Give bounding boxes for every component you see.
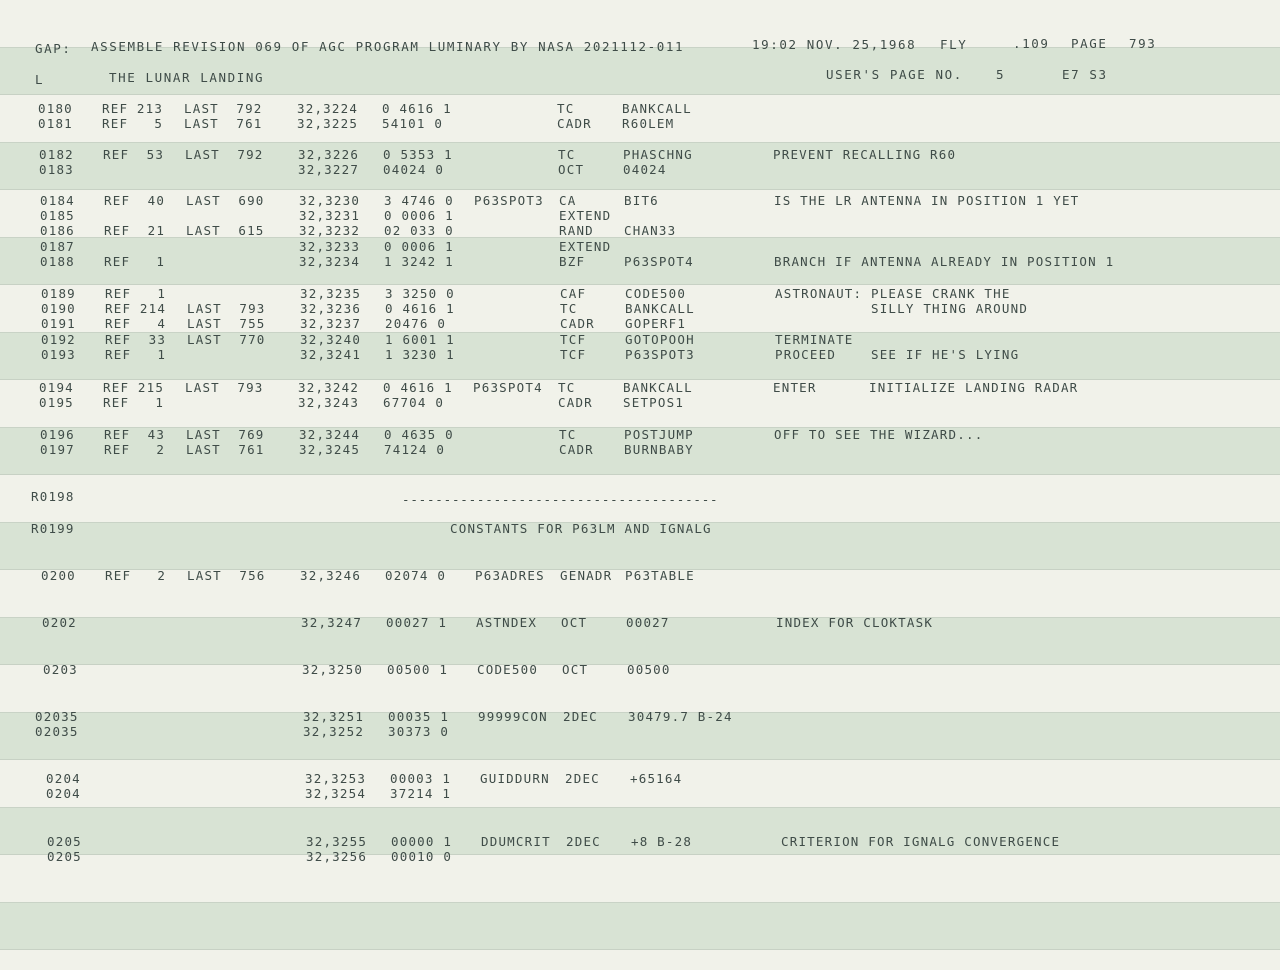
listing-operand: PHASCHNG [623, 147, 693, 162]
listing-label: GUIDDURN [480, 771, 550, 786]
listing-op: RAND [559, 223, 594, 238]
listing-op: TCF [560, 332, 587, 347]
listing-line: 0188 [40, 254, 75, 269]
listing-addr: 32,3250 [302, 662, 364, 677]
listing-word: 37214 1 [390, 786, 452, 801]
listing-ref: REF 1 [105, 286, 167, 301]
listing-comment: IS THE LR ANTENNA IN POSITION 1 YET [774, 193, 1080, 208]
listing-ref: REF 1 [103, 395, 165, 410]
listing-last: LAST 793 [185, 380, 264, 395]
listing-last: LAST 792 [184, 101, 263, 116]
listing-line: 0194 [39, 380, 74, 395]
listing-op: OCT [562, 662, 589, 677]
listing-addr: 32,3247 [301, 615, 363, 630]
listing-line: 0189 [41, 286, 76, 301]
constants-title: CONSTANTS FOR P63LM AND IGNALG [450, 521, 712, 536]
listing-comment: SILLY THING AROUND [775, 301, 1029, 316]
listing-line: 0205 [47, 834, 82, 849]
listing-word: 54101 0 [382, 116, 444, 131]
listing-line: 0190 [41, 301, 76, 316]
listing-addr: 32,3235 [300, 286, 362, 301]
listing-last: LAST 615 [186, 223, 265, 238]
listing-last: LAST 769 [186, 427, 265, 442]
l-marker: L [35, 72, 45, 87]
listing-op: 2DEC [565, 771, 600, 786]
listing-comment: OFF TO SEE THE WIZARD... [774, 427, 984, 442]
listing-comment: ENTER INITIALIZE LANDING RADAR [773, 380, 1079, 395]
listing-comment: ASTRONAUT: PLEASE CRANK THE [775, 286, 1011, 301]
listing-addr: 32,3227 [298, 162, 360, 177]
listing-word: 0 5353 1 [383, 147, 453, 162]
listing-line: 0180 [38, 101, 73, 116]
listing-op: CAF [560, 286, 587, 301]
assemble-line: ASSEMBLE REVISION 069 OF AGC PROGRAM LUMINARY BY NASA 2021112-011 [91, 39, 685, 54]
listing-word: 0 4616 1 [383, 380, 453, 395]
listing-operand: GOPERF1 [625, 316, 687, 331]
listing-word: 0 0006 1 [384, 239, 454, 254]
listing-label: P63SPOT4 [473, 380, 543, 395]
listing-word: 1 3230 1 [385, 347, 455, 362]
listing-operand: BANKCALL [622, 101, 692, 116]
listing-line: 0202 [42, 615, 77, 630]
listing-operand: BIT6 [624, 193, 659, 208]
listing-word: 00000 1 [391, 834, 453, 849]
listing-word: 0 0006 1 [384, 208, 454, 223]
listing-ref: REF 1 [104, 254, 166, 269]
listing-addr: 32,3255 [306, 834, 368, 849]
listing-last: LAST 690 [186, 193, 265, 208]
listing-word: 00035 1 [388, 709, 450, 724]
listing-addr: 32,3243 [298, 395, 360, 410]
listing-word: 3 4746 0 [384, 193, 454, 208]
listing-ref: REF 40 [104, 193, 166, 208]
listing-label: ASTNDEX [476, 615, 538, 630]
listing-op: BZF [559, 254, 586, 269]
listing-operand: +65164 [630, 771, 683, 786]
listing-word: 0 4616 1 [385, 301, 455, 316]
listing-op: CADR [557, 116, 592, 131]
page-number: 793 [1129, 36, 1157, 51]
listing-operand: 30479.7 B-24 [628, 709, 733, 724]
listing-operand: 00500 [627, 662, 671, 677]
listing-op: CADR [559, 442, 594, 457]
listing-comment: PROCEED SEE IF HE'S LYING [775, 347, 1020, 362]
listing-word: 00010 0 [391, 849, 453, 864]
listing-addr: 32,3226 [298, 147, 360, 162]
num-label: .109 [1013, 36, 1050, 51]
listing-word: 04024 0 [383, 162, 445, 177]
page-code: E7 S3 [1062, 67, 1108, 82]
listing-line: 0182 [39, 147, 74, 162]
listing-ref: REF 213 [102, 101, 164, 116]
listing-label: CODE500 [477, 662, 539, 677]
section-title: THE LUNAR LANDING [109, 70, 265, 85]
listing-line: 0192 [41, 332, 76, 347]
listing-addr: 32,3252 [303, 724, 365, 739]
listing-addr: 32,3236 [300, 301, 362, 316]
listing-addr: 32,3231 [299, 208, 361, 223]
listing-line: 0196 [40, 427, 75, 442]
listing-last: LAST 792 [185, 147, 264, 162]
listing-operand: BURNBABY [624, 442, 694, 457]
listing-operand: 00027 [626, 615, 670, 630]
listing-word: 0 4635 0 [384, 427, 454, 442]
listing-addr: 32,3240 [300, 332, 362, 347]
listing-addr: 32,3232 [299, 223, 361, 238]
listing-operand: R60LEM [622, 116, 675, 131]
listing-label: 99999CON [478, 709, 548, 724]
listing-op: TCF [560, 347, 587, 362]
listing-operand: P63TABLE [625, 568, 695, 583]
listing-addr: 32,3224 [297, 101, 359, 116]
listing-line: 0191 [41, 316, 76, 331]
listing-op: TC [557, 101, 575, 116]
users-page-number: 5 [996, 67, 1006, 82]
listing-comment: CRITERION FOR IGNALG CONVERGENCE [781, 834, 1061, 849]
listing-line: R0199 [31, 521, 75, 536]
listing-comment: INDEX FOR CLOKTASK [776, 615, 934, 630]
gap-label: GAP: [35, 41, 72, 56]
listing-line: 0204 [46, 771, 81, 786]
listing-op: EXTEND [559, 239, 612, 254]
listing-line: 0193 [41, 347, 76, 362]
listing-comment: PREVENT RECALLING R60 [773, 147, 957, 162]
listing-line: 02035 [35, 724, 79, 739]
listing-addr: 32,3237 [300, 316, 362, 331]
listing-line: 0205 [47, 849, 82, 864]
listing-ref: REF 1 [105, 347, 167, 362]
listing-addr: 32,3246 [300, 568, 362, 583]
listing-line: 0200 [41, 568, 76, 583]
listing-line: 02035 [35, 709, 79, 724]
listing-addr: 32,3244 [299, 427, 361, 442]
listing-ref: REF 53 [103, 147, 165, 162]
listing-line: 0186 [40, 223, 75, 238]
listing-last: LAST 756 [187, 568, 266, 583]
listing-addr: 32,3230 [299, 193, 361, 208]
listing-label: P63SPOT3 [474, 193, 544, 208]
listing-op: GENADR [560, 568, 613, 583]
listing-addr: 32,3241 [300, 347, 362, 362]
listing-op: TC [558, 147, 576, 162]
users-page-label: USER'S PAGE NO. [826, 67, 963, 82]
listing-addr: 32,3245 [299, 442, 361, 457]
listing-word: 00500 1 [387, 662, 449, 677]
listing-ref: REF 2 [105, 568, 167, 583]
listing-operand: BANKCALL [625, 301, 695, 316]
listing-op: TC [558, 380, 576, 395]
page-label: PAGE [1071, 36, 1108, 51]
divider-line: -------------------------------------- [402, 492, 719, 507]
listing-line: R0198 [31, 489, 75, 504]
listing-last: LAST 755 [187, 316, 266, 331]
listing-last: LAST 761 [184, 116, 263, 131]
listing-word: 0 4616 1 [382, 101, 452, 116]
listing-word: 00003 1 [390, 771, 452, 786]
listing-label: P63ADRES [475, 568, 545, 583]
listing-ref: REF 2 [104, 442, 166, 457]
listing-operand: CODE500 [625, 286, 687, 301]
listing-addr: 32,3225 [297, 116, 359, 131]
listing-ref: REF 21 [104, 223, 166, 238]
listing-line: 0183 [39, 162, 74, 177]
listing-addr: 32,3256 [306, 849, 368, 864]
listing-op: CADR [558, 395, 593, 410]
listing-line: 0203 [43, 662, 78, 677]
listing-comment: TERMINATE [775, 332, 854, 347]
listing-word: 3 3250 0 [385, 286, 455, 301]
listing-word: 67704 0 [383, 395, 445, 410]
listing-op: 2DEC [563, 709, 598, 724]
listing-operand: +8 B-28 [631, 834, 693, 849]
listing-line: 0181 [38, 116, 73, 131]
listing-operand: POSTJUMP [624, 427, 694, 442]
listing-ref: REF 4 [105, 316, 167, 331]
listing-line: 0185 [40, 208, 75, 223]
listing-comment: BRANCH IF ANTENNA ALREADY IN POSITION 1 [774, 254, 1115, 269]
listing-line: 0195 [39, 395, 74, 410]
listing-line: 0187 [40, 239, 75, 254]
listing-last: LAST 761 [186, 442, 265, 457]
listing-ref: REF 215 [103, 380, 165, 395]
listing-op: OCT [558, 162, 585, 177]
listing-word: 02074 0 [385, 568, 447, 583]
mode-label: FLY [940, 37, 968, 52]
listing-line: 0197 [40, 442, 75, 457]
listing-word: 02 033 0 [384, 223, 454, 238]
listing-operand: 04024 [623, 162, 667, 177]
listing-word: 20476 0 [385, 316, 447, 331]
listing-addr: 32,3253 [305, 771, 367, 786]
listing-ref: REF 33 [105, 332, 167, 347]
listing-op: 2DEC [566, 834, 601, 849]
listing-addr: 32,3242 [298, 380, 360, 395]
listing-operand: SETPOS1 [623, 395, 685, 410]
listing-operand: CHAN33 [624, 223, 677, 238]
listing-ref: REF 214 [105, 301, 167, 316]
listing-word: 30373 0 [388, 724, 450, 739]
listing-op: CA [559, 193, 577, 208]
listing-addr: 32,3251 [303, 709, 365, 724]
timestamp: 19:02 NOV. 25,1968 [752, 37, 917, 52]
listing-op: TC [559, 427, 577, 442]
listing-operand: P63SPOT4 [624, 254, 694, 269]
listing-operand: BANKCALL [623, 380, 693, 395]
listing-ref: REF 43 [104, 427, 166, 442]
listing-word: 00027 1 [386, 615, 448, 630]
listing-word: 1 6001 1 [385, 332, 455, 347]
listing-operand: P63SPOT3 [625, 347, 695, 362]
listing-op: EXTEND [559, 208, 612, 223]
listing-last: LAST 793 [187, 301, 266, 316]
listing-word: 74124 0 [384, 442, 446, 457]
listing-operand: GOTOPOOH [625, 332, 695, 347]
listing-addr: 32,3233 [299, 239, 361, 254]
listing-addr: 32,3234 [299, 254, 361, 269]
listing-op: OCT [561, 615, 588, 630]
listing-addr: 32,3254 [305, 786, 367, 801]
listing-label: DDUMCRIT [481, 834, 551, 849]
listing-ref: REF 5 [102, 116, 164, 131]
listing-op: CADR [560, 316, 595, 331]
listing-last: LAST 770 [187, 332, 266, 347]
listing-op: TC [560, 301, 578, 316]
listing-line: 0184 [40, 193, 75, 208]
listing-line: 0204 [46, 786, 81, 801]
listing-word: 1 3242 1 [384, 254, 454, 269]
